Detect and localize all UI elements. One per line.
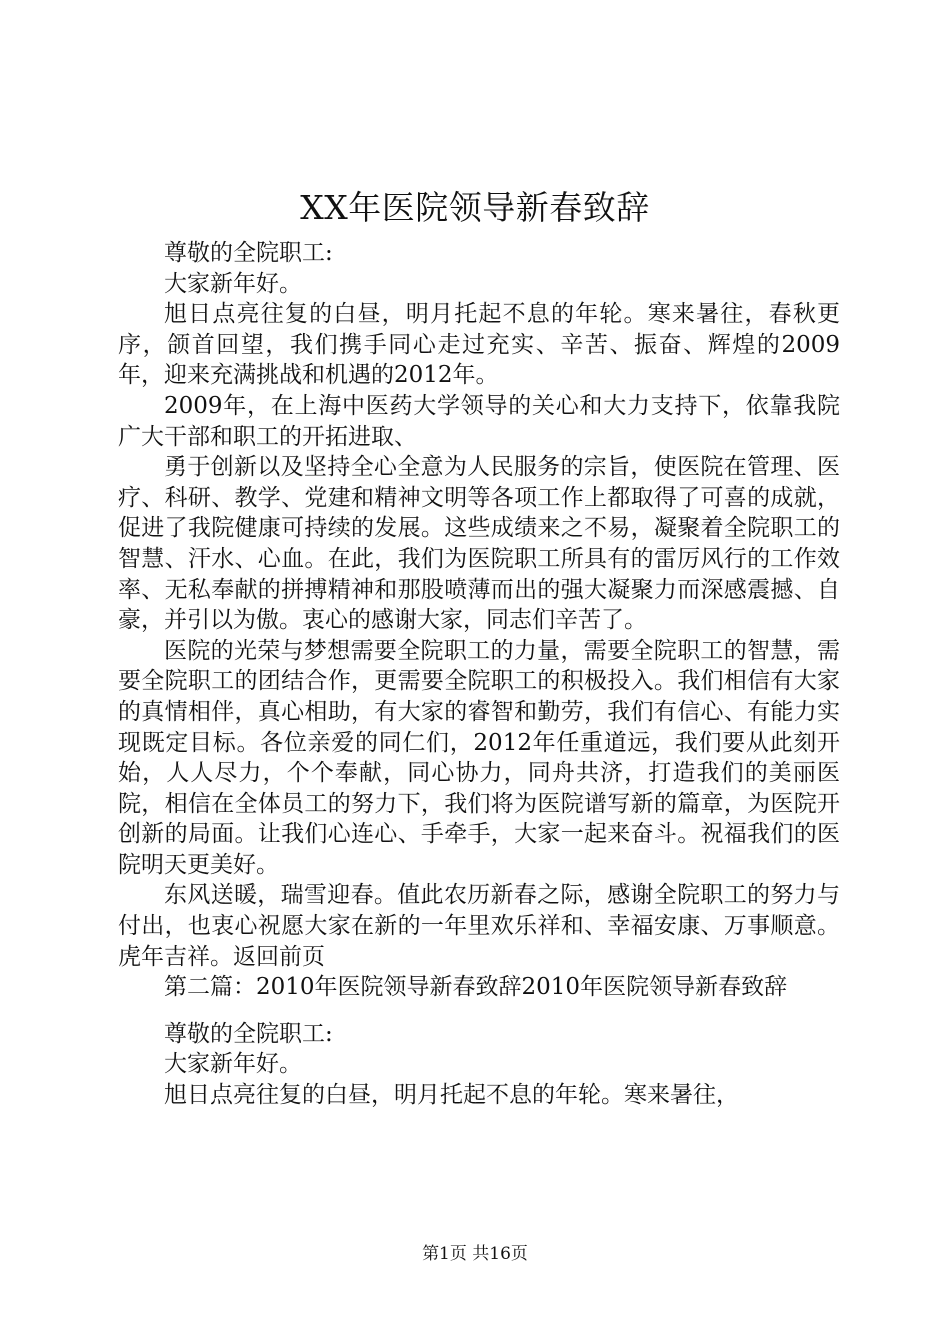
paragraph: 旭日点亮往复的白昼，明月托起不息的年轮。寒来暑往，春秋更序，颌首回望，我们携手同心走过充实、辛苦、振奋、辉煌的2009年，迎来充满挑战和机遇的2012年。 [118,301,840,389]
paragraph: 旭日点亮往复的白昼，明月托起不息的年轮。寒来暑往， [164,1082,739,1109]
paragraph: 勇于创新以及坚持全心全意为人民服务的宗旨，使医院在管理、医疗、科研、教学、党建和精神文明等各项工作上都取得了可喜的成就，促进了我院健康可持续的发展。这些成绩来之不易，凝聚着全院职工的智慧、汗水、心血。在此，我们为医院职工所具有的雷厉风行的工作效率、无私奉献的拼搏精神和那股喷薄而出的强大凝聚力而深感震撼、自豪，并引以为傲。衷心的感谢大家，同志们辛苦了。 [118,454,840,634]
section-heading: 第二篇：2010年医院领导新春致辞2010年医院领导新春致辞 [164,974,788,1001]
salutation: 尊敬的全院职工: [164,1020,333,1047]
greeting: 大家新年好。 [164,1051,302,1078]
document-body [118,238,840,1111]
paragraph: 医院的光荣与梦想需要全院职工的力量，需要全院职工的智慧，需要全院职工的团结合作，更需要全院职工的积极投入。我们相信有大家的真情相伴，真心相助，有大家的睿智和勤劳，我们有信心、有能力实现既定目标。各位亲爱的同仁们，2012年任重道远，我们要从此刻开始，人人尽力，个个奉献，同心协力，同舟共济，打造我们的美丽医院，相信在全体员工的努力下，我们将为医院谱写新的篇章，为医院开创新的局面。让我们心连心、手牵手，大家一起来奋斗。祝福我们的医院明天更美好。 [118,637,840,878]
paragraph: 2009年，在上海中医药大学领导的关心和大力支持下，依靠我院广大干部和职工的开拓进取、 [118,392,840,450]
paragraph: 东风送暖，瑞雪迎春。值此农历新春之际，感谢全院职工的努力与付出，也衷心祝愿大家在新的一年里欢乐祥和、幸福安康、万事顺意。虎年吉祥。返回前页 [118,882,840,970]
document-title: XX年医院领导新春致辞 [300,188,650,227]
greeting: 大家新年好。 [164,270,302,297]
salutation: 尊敬的全院职工: [164,240,333,266]
page-number: 第1页 共16页 [422,1244,528,1264]
